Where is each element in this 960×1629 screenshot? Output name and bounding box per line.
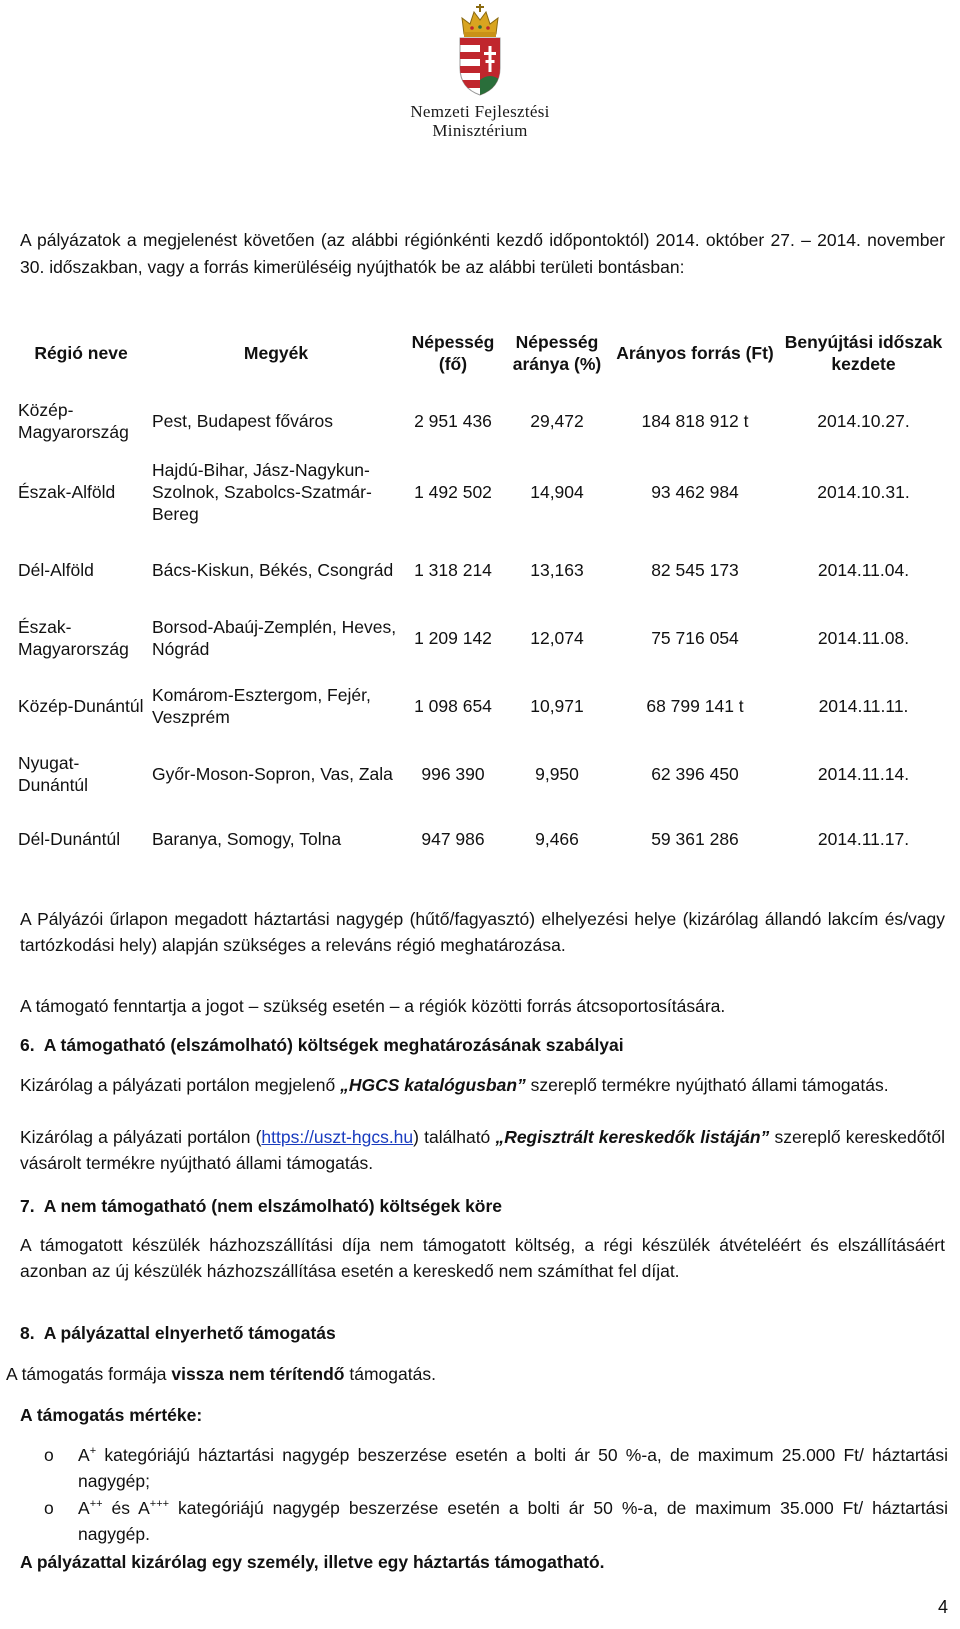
cell-region: Dél-Dunántúl <box>18 829 121 849</box>
cell-share: 9,466 <box>535 829 579 849</box>
cell-counties: Komárom-Esztergom, Fejér, Veszprém <box>152 685 371 727</box>
col-header-counties: Megyék <box>243 343 309 363</box>
regions-table <box>14 312 949 870</box>
cell-funds: 82 545 173 <box>651 560 739 580</box>
col-header-region: Régió neve <box>34 343 128 363</box>
cell-share: 9,950 <box>535 764 579 784</box>
section-8-heading <box>20 1320 336 1346</box>
bullet-item-1 <box>78 1442 948 1494</box>
cell-share: 29,472 <box>530 411 584 431</box>
cell-region: Dél-Alföld <box>18 560 94 580</box>
cell-region: Nyugat-Dunántúl <box>18 753 89 795</box>
s6p2-text-b: ) található <box>413 1127 496 1147</box>
registered-traders-emphasis: „Regisztrált kereskedők listáján” <box>495 1127 770 1147</box>
ministry-name-line1: Nemzeti Fejlesztési <box>410 102 550 121</box>
portal-link[interactable]: https://uszt-hgcs.hu <box>261 1127 414 1147</box>
col-header-population: Népesség (fő) <box>411 332 495 374</box>
table-row <box>14 604 949 672</box>
col-header-funds: Arányos forrás (Ft) <box>616 343 774 363</box>
b1-b: kategóriájú háztartási nagygép beszerzése esetén a bolti ár 50 %-a, de maximum 25.000 Ft/ háztartási nagygép; <box>78 1445 948 1491</box>
b2-sup2: +++ <box>149 1498 170 1510</box>
b2-a: A <box>78 1498 90 1518</box>
cell-counties: Győr-Moson-Sopron, Vas, Zala <box>152 764 393 784</box>
cell-population: 1 098 654 <box>414 696 492 716</box>
cell-start: 2014.11.04. <box>817 560 910 580</box>
table-row <box>14 536 949 604</box>
section-6-heading <box>20 1032 624 1058</box>
section-6-paragraph-2 <box>20 1124 945 1176</box>
section-7-number: 7. <box>20 1196 35 1216</box>
ministry-logo <box>375 4 585 140</box>
cell-share: 14,904 <box>530 482 584 502</box>
table-row <box>14 448 949 536</box>
intro-paragraph: A pályázatok a megjelenést követően (az alábbi régiónkénti kezdő időpontoktól) 2014. október 27. – 2014. november 30. időszakban, vagy a forrás kimerüléséig nyújthatók be az alábbi területi bontásban: <box>20 230 945 277</box>
cell-funds: 93 462 984 <box>651 482 739 502</box>
cell-counties: Bács-Kiskun, Békés, Csongrád <box>152 560 394 580</box>
cell-population: 2 951 436 <box>414 411 492 431</box>
table-row <box>14 394 949 448</box>
cell-funds: 62 396 450 <box>651 764 739 784</box>
section-8-title: A pályázattal elnyerhető támogatás <box>43 1323 336 1343</box>
b2-sup1: ++ <box>89 1498 103 1510</box>
cell-counties: Pest, Budapest főváros <box>152 411 333 431</box>
ministry-name <box>375 102 585 140</box>
support-amount-heading: A támogatás mértéke: <box>20 1405 203 1425</box>
table-header-row <box>14 312 949 394</box>
reallocation-paragraph: A támogató fenntartja a jogot – szükség esetén – a régiók közötti forrás átcsoportosítására. <box>20 996 726 1016</box>
s6p1-text-b: szereplő termékre nyújtható állami támogatás. <box>525 1075 889 1095</box>
section-7-heading <box>20 1193 502 1219</box>
bullet-item-2 <box>78 1495 948 1547</box>
col-header-share: Népesség aránya (%) <box>512 332 602 374</box>
cell-funds: 75 716 054 <box>651 628 739 648</box>
form-text-bold: vissza nem térítendő <box>171 1364 345 1384</box>
ministry-name-line2: Minisztérium <box>432 121 528 140</box>
cell-population: 947 986 <box>421 829 485 849</box>
cell-funds: 68 799 141 t <box>646 696 744 716</box>
cell-region: Közép-Dunántúl <box>18 696 144 716</box>
cell-start: 2014.11.14. <box>817 764 910 784</box>
cell-start: 2014.10.31. <box>817 482 910 502</box>
s6p2-text-a: Kizárólag a pályázati portálon ( <box>20 1127 262 1147</box>
cell-share: 12,074 <box>530 628 584 648</box>
cell-start: 2014.11.08. <box>817 628 910 648</box>
cell-counties: Borsod-Abaúj-Zemplén, Heves, Nógrád <box>152 617 397 659</box>
section-6-paragraph-1 <box>20 1072 945 1098</box>
table-row <box>14 740 949 808</box>
cell-counties: Hajdú-Bihar, Jász-Nagykun-Szolnok, Szabolcs-Szatmár-Bereg <box>152 460 372 524</box>
cell-population: 996 390 <box>421 764 485 784</box>
cell-start: 2014.10.27. <box>817 411 910 431</box>
cell-funds: 59 361 286 <box>651 829 739 849</box>
b1-sup: + <box>89 1445 97 1457</box>
cell-region: Észak-Alföld <box>18 482 116 502</box>
cell-population: 1 209 142 <box>414 628 492 648</box>
closing-statement: A pályázattal kizárólag egy személy, illetve egy háztartás támogatható. <box>20 1552 605 1572</box>
section-7-title: A nem támogatható (nem elszámolható) költségek köre <box>43 1196 503 1216</box>
b1-a: A <box>78 1445 90 1465</box>
table-row <box>14 808 949 870</box>
bullet-marker: o <box>44 1445 54 1465</box>
form-text-c: támogatás. <box>344 1364 436 1384</box>
coat-of-arms-icon <box>454 4 506 96</box>
s6p1-text-a: Kizárólag a pályázati portálon megjelenő <box>20 1075 341 1095</box>
support-form-paragraph <box>6 1361 931 1387</box>
region-note-paragraph: A Pályázói űrlapon megadott háztartási nagygép (hűtő/fagyasztó) elhelyezési helye (kizárólag állandó lakcím és/vagy tartózkodási hely) alapján szükséges a releváns régió meghatározása. <box>20 909 945 955</box>
cell-funds: 184 818 912 t <box>641 411 749 431</box>
cell-start: 2014.11.11. <box>818 696 909 716</box>
cell-share: 13,163 <box>530 560 584 580</box>
cell-region: Észak-Magyarország <box>18 617 129 659</box>
cell-population: 1 492 502 <box>414 482 492 502</box>
table-row <box>14 672 949 740</box>
form-text-a: A támogatás formája <box>6 1364 172 1384</box>
hgcs-catalog-emphasis: „HGCS katalógusban” <box>340 1075 526 1095</box>
cell-counties: Baranya, Somogy, Tolna <box>152 829 342 849</box>
col-header-start: Benyújtási időszak kezdete <box>784 332 943 374</box>
page-number: 4 <box>937 1597 948 1617</box>
b2-mid: és A <box>102 1498 150 1518</box>
section-6-title: A támogatható (elszámolható) költségek meghatározásának szabályai <box>43 1035 624 1055</box>
s6p2-text-c: szereplő kereskedőtől vásárolt termékre nyújtható állami támogatás. <box>20 1127 945 1173</box>
section-8-number: 8. <box>20 1323 35 1343</box>
section-7-paragraph: A támogatott készülék házhozszállítási díja nem támogatott költség, a régi készülék átvételéért és elszállításáért azonban az új készülék házhozszállítása esetén a kereskedő nem számíthat fel díjat. <box>20 1235 945 1281</box>
cell-share: 10,971 <box>530 696 584 716</box>
cell-start: 2014.11.17. <box>817 829 910 849</box>
cell-population: 1 318 214 <box>414 560 492 580</box>
bullet-marker: o <box>44 1498 54 1518</box>
b2-b: kategóriájú nagygép beszerzése esetén a bolti ár 50 %-a, de maximum 35.000 Ft/ háztartási nagygép. <box>78 1498 948 1544</box>
section-6-number: 6. <box>20 1035 35 1055</box>
cell-region: Közép-Magyarország <box>18 400 129 442</box>
